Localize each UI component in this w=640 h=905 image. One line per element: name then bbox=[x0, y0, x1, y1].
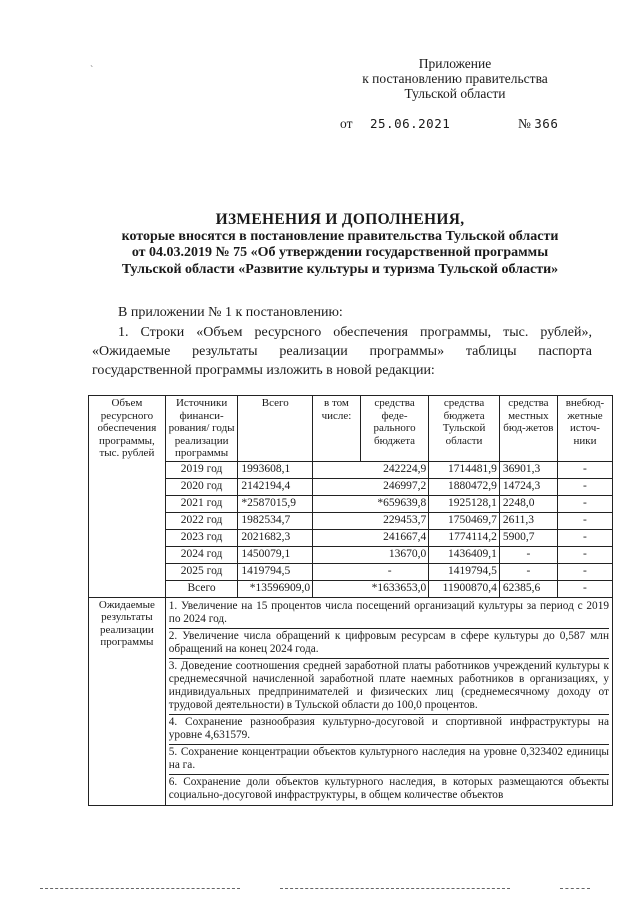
total-cell: 1419794,5 bbox=[238, 563, 313, 580]
extra-cell: - bbox=[557, 512, 612, 529]
federal-cell: 246997,2 bbox=[313, 478, 429, 495]
header-regional: средства бюджета Тульской области bbox=[429, 396, 500, 462]
table-row bbox=[89, 495, 613, 512]
total-cell: *13596909,0 bbox=[238, 580, 313, 597]
table-row bbox=[89, 478, 613, 495]
year-cell: Всего bbox=[165, 580, 238, 597]
result-item: 3. Доведение соотношения средней заработной платы работников учреждений культуры к среднемесячной начисленной заработной плате наемных работников в организациях, у индивидуальных предпринимателей и физических лиц (среднемесячному доходу от трудовой деятельности) в Тульской области до 100,0 процентов. bbox=[169, 659, 609, 715]
table-row bbox=[89, 563, 613, 580]
annex-line-2: к постановлению правительства bbox=[362, 71, 548, 86]
year-cell: 2019 год bbox=[165, 461, 238, 478]
decree-from-label: от bbox=[340, 116, 353, 131]
table-row bbox=[89, 512, 613, 529]
regional-cell: 1750469,7 bbox=[429, 512, 500, 529]
extra-cell: - bbox=[557, 546, 612, 563]
year-cell: 2023 год bbox=[165, 529, 238, 546]
results-row-label: Ожидаемые результаты реализации программы bbox=[89, 597, 166, 805]
total-cell: 1993608,1 bbox=[238, 461, 313, 478]
extra-cell: - bbox=[557, 580, 612, 597]
annex-header bbox=[340, 56, 570, 101]
federal-cell: 13670,0 bbox=[313, 546, 429, 563]
total-cell: *2587015,9 bbox=[238, 495, 313, 512]
header-total: Всего bbox=[238, 396, 313, 462]
scan-mark: ` bbox=[90, 65, 94, 76]
header-local: средства местных бюд-жетов bbox=[499, 396, 557, 462]
document-title bbox=[80, 212, 600, 278]
footer-divider bbox=[560, 888, 590, 889]
regional-cell: 1774114,2 bbox=[429, 529, 500, 546]
table-row bbox=[89, 529, 613, 546]
table-row bbox=[89, 461, 613, 478]
federal-cell: - bbox=[313, 563, 429, 580]
resource-table bbox=[88, 395, 613, 806]
header-sources: Источники финанси-рования/ годы реализации программы bbox=[165, 396, 238, 462]
local-cell: 62385,6 bbox=[499, 580, 557, 597]
header-federal: средства феде-рального бюджета bbox=[360, 396, 428, 462]
results-cell bbox=[165, 597, 612, 805]
local-cell: 14724,3 bbox=[499, 478, 557, 495]
extra-cell: - bbox=[557, 563, 612, 580]
year-cell: 2021 год bbox=[165, 495, 238, 512]
footer-divider bbox=[280, 888, 510, 889]
federal-cell: 229453,7 bbox=[313, 512, 429, 529]
local-cell: 2248,0 bbox=[499, 495, 557, 512]
table-row bbox=[89, 546, 613, 563]
local-cell: 36901,3 bbox=[499, 461, 557, 478]
result-item: 2. Увеличение числа обращений к цифровым ресурсам в сфере культуры до 0,587 млн обращений на конец 2024 года. bbox=[169, 629, 609, 659]
regional-cell: 1436409,1 bbox=[429, 546, 500, 563]
decree-number-label: № bbox=[518, 116, 531, 131]
result-item: 6. Сохранение доли объектов культурного наследия, в которых размещаются объекты социально-досуговой инфраструктуры, в общем количестве объектов bbox=[168, 775, 609, 801]
total-cell: 2142194,4 bbox=[238, 478, 313, 495]
local-cell: - bbox=[499, 563, 557, 580]
federal-cell: 241667,4 bbox=[313, 529, 429, 546]
extra-cell: - bbox=[557, 478, 612, 495]
federal-cell: *1633653,0 bbox=[313, 580, 429, 597]
year-cell: 2024 год bbox=[165, 546, 238, 563]
extra-cell: - bbox=[557, 529, 612, 546]
regional-cell: 1880472,9 bbox=[429, 478, 500, 495]
header-extrabudget: внебюд-жетные источ-ники bbox=[557, 396, 612, 462]
result-item: 5. Сохранение концентрации объектов культурного наследия на уровне 0,323402 единицы на га. bbox=[169, 745, 609, 775]
table-row-total bbox=[89, 580, 613, 597]
paragraph-2-line-2: «Ожидаемые результаты реализации программы» таблицы паспорта bbox=[92, 344, 592, 359]
extra-cell: - bbox=[557, 495, 612, 512]
results-row bbox=[89, 597, 613, 805]
total-cell: 1450079,1 bbox=[238, 546, 313, 563]
title-line-4: Тульской области «Развитие культуры и туризма Тульской области» bbox=[121, 261, 559, 277]
paragraph-2-line-3: государственной программы изложить в новой редакции: bbox=[92, 363, 435, 378]
resource-row-label: Объем ресурсного обеспечения программы, тыс. рублей bbox=[89, 396, 166, 598]
result-item: 1. Увеличение на 15 процентов числа посещений организаций культуры за период с 2019 по 2024 год. bbox=[169, 599, 609, 629]
total-cell: 2021682,3 bbox=[238, 529, 313, 546]
annex-line-1: Приложение bbox=[418, 56, 492, 71]
federal-cell: *659639,8 bbox=[313, 495, 429, 512]
result-item: 4. Сохранение разнообразия культурно-досуговой и спортивной инфраструктуры на уровне 4,631579. bbox=[169, 715, 609, 745]
local-cell: - bbox=[499, 546, 557, 563]
year-cell: 2020 год bbox=[165, 478, 238, 495]
extra-cell: - bbox=[557, 461, 612, 478]
regional-cell: 11900870,4 bbox=[429, 580, 500, 597]
annex-line-3: Тульской области bbox=[404, 86, 506, 101]
year-cell: 2022 год bbox=[165, 512, 238, 529]
total-cell: 1982534,7 bbox=[238, 512, 313, 529]
table-header-row bbox=[89, 396, 613, 462]
decree-number bbox=[518, 116, 558, 132]
header-including: в том числе: bbox=[313, 396, 361, 462]
year-cell: 2025 год bbox=[165, 563, 238, 580]
decree-date-value: 25.06.2021 bbox=[370, 116, 451, 131]
decree-date bbox=[370, 116, 450, 132]
regional-cell: 1925128,1 bbox=[429, 495, 500, 512]
regional-cell: 1714481,9 bbox=[429, 461, 500, 478]
federal-cell: 242224,9 bbox=[313, 461, 429, 478]
decree-number-value: 366 bbox=[534, 116, 559, 131]
title-line-2: которые вносятся в постановление правительства Тульской области bbox=[121, 228, 559, 244]
title-line-1: ИЗМЕНЕНИЯ И ДОПОЛНЕНИЯ, bbox=[215, 211, 465, 228]
footer-divider bbox=[40, 888, 240, 889]
title-line-3: от 04.03.2019 № 75 «Об утверждении государственной программы bbox=[131, 245, 549, 260]
paragraph-1: В приложении № 1 к постановлению: bbox=[118, 305, 343, 320]
local-cell: 2611,3 bbox=[499, 512, 557, 529]
regional-cell: 1419794,5 bbox=[429, 563, 500, 580]
local-cell: 5900,7 bbox=[499, 529, 557, 546]
paragraph-2-line-1: 1. Строки «Объем ресурсного обеспечения программы, тыс. рублей», bbox=[118, 325, 592, 340]
